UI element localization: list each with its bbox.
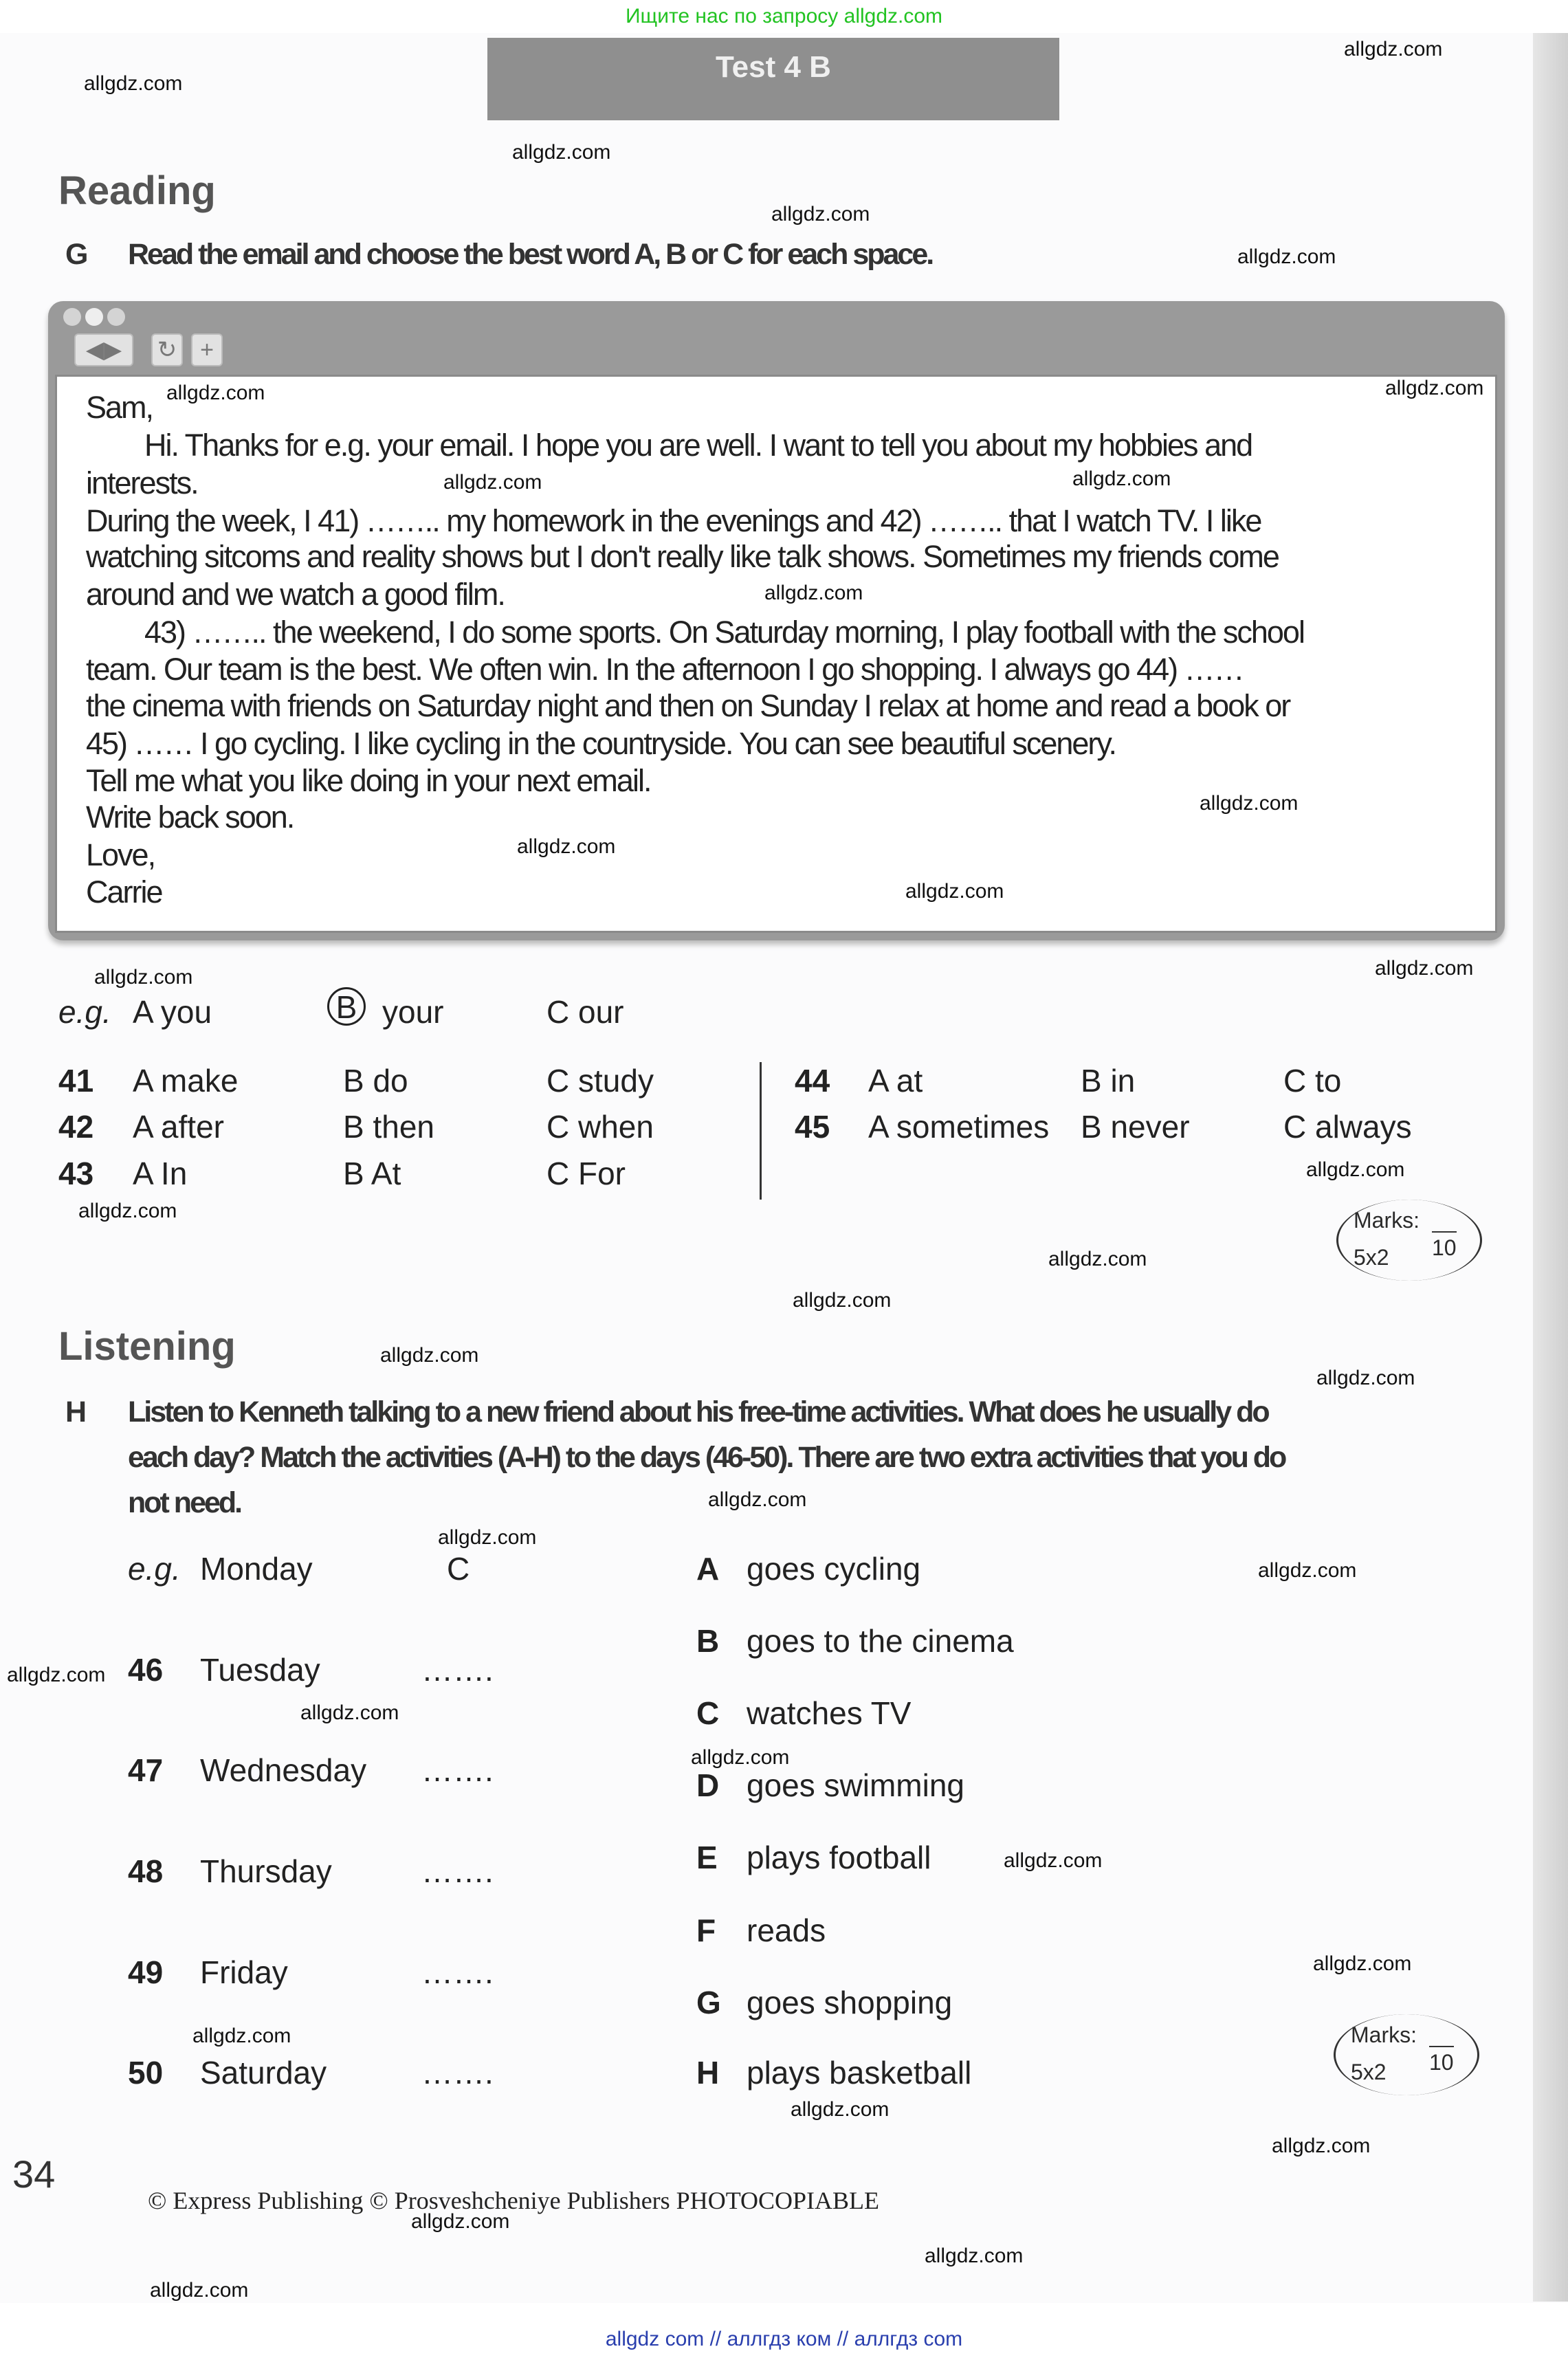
watermark: allgdz.com (1272, 2135, 1371, 2157)
task-letter-g: G (65, 238, 87, 271)
question-number: 41 (58, 1063, 94, 1099)
reading-instruction: Read the email and choose the best word A, B or C for each space. (128, 238, 933, 271)
watermark: allgdz.com (771, 203, 870, 225)
marks-label: Marks: (1351, 2022, 1417, 2047)
option-c[interactable]: C to (1283, 1063, 1342, 1099)
watermark: allgdz.com (1313, 1952, 1412, 1975)
activity-text: plays basketball (747, 2055, 972, 2091)
test-title: Test 4 B (487, 38, 1059, 120)
question-number: 43 (58, 1156, 94, 1191)
example-option-a: A you (133, 994, 212, 1030)
watermark: allgdz.com (1385, 377, 1484, 399)
bottom-links[interactable]: allgdz com // аллгдз ком // аллгдз com (605, 2328, 963, 2350)
watermark: allgdz.com (1375, 957, 1474, 980)
option-c[interactable]: C always (1283, 1109, 1412, 1145)
watermark: allgdz.com (793, 1289, 892, 1312)
example-option-b-circled: B (327, 987, 366, 1026)
day-answer[interactable]: ……. (421, 1652, 494, 1688)
email-line: Write back soon. (86, 799, 294, 835)
day-answer: C (447, 1551, 470, 1587)
watermark: allgdz.com (94, 966, 193, 989)
plus-icon[interactable]: + (191, 333, 223, 366)
marks-total: 10 (1429, 2046, 1454, 2075)
activity-letter: G (696, 1985, 721, 2020)
option-a[interactable]: A make (133, 1063, 239, 1099)
activity-text: goes shopping (747, 1985, 953, 2020)
watermark: allgdz.com (300, 1701, 399, 1724)
watermark: allgdz.com (708, 1488, 807, 1511)
day-name: Monday (200, 1551, 313, 1587)
watermark: allgdz.com (1258, 1559, 1357, 1582)
email-line: Sam, (86, 390, 153, 425)
activity-letter: F (696, 1912, 716, 1948)
marks-box-reading (1336, 1200, 1482, 1281)
activity-text: plays football (747, 1840, 931, 1875)
email-line: watching sitcoms and reality shows but I don't really like talk shows. Sometimes my friends come (86, 539, 1279, 574)
example-option-c: C our (546, 994, 624, 1030)
activity-letter: H (696, 2055, 720, 2091)
day-answer[interactable]: ……. (421, 1752, 494, 1788)
option-b[interactable]: B never (1081, 1109, 1190, 1145)
example-label: e.g. (58, 994, 111, 1030)
option-b[interactable]: B do (343, 1063, 408, 1099)
day-name: Thursday (200, 1853, 332, 1889)
copyright: © Express Publishing © Prosveshcheniye Publishers PHOTOCOPIABLE (148, 2187, 880, 2214)
watermark: allgdz.com (1316, 1367, 1415, 1389)
watermark: allgdz.com (791, 2098, 890, 2121)
question-number: 44 (795, 1063, 830, 1099)
day-answer[interactable]: ……. (421, 1954, 494, 1990)
activity-letter: B (696, 1623, 720, 1659)
activity-text: goes cycling (747, 1551, 921, 1587)
option-c[interactable]: C when (546, 1109, 654, 1145)
activity-letter: A (696, 1551, 720, 1587)
watermark: allgdz.com (411, 2210, 510, 2233)
watermark: allgdz.com (691, 1746, 790, 1769)
day-number: e.g. (128, 1551, 181, 1587)
activity-text: goes to the cinema (747, 1623, 1014, 1659)
activity-text: reads (747, 1912, 826, 1948)
watermark: allgdz.com (438, 1526, 537, 1549)
email-line: 45) …… I go cycling. I like cycling in the countryside. You can see beautiful scenery. (86, 726, 1116, 761)
day-answer[interactable]: ……. (421, 2055, 494, 2091)
email-line: team. Our team is the best. We often win. In the afternoon I go shopping. I always go 44) …… (86, 652, 1244, 687)
watermark: allgdz.com (166, 382, 265, 404)
day-number: 48 (128, 1853, 164, 1889)
listening-heading: Listening (58, 1324, 236, 1369)
top-banner[interactable]: Ищите нас по запросу allgdz.com (0, 0, 1568, 33)
example-option-b-text: your (382, 994, 444, 1030)
option-b[interactable]: B At (343, 1156, 401, 1191)
email-line: Tell me what you like doing in your next email. (86, 763, 651, 798)
day-answer[interactable]: ……. (421, 1853, 494, 1889)
day-number: 47 (128, 1752, 164, 1788)
activity-letter: C (696, 1695, 720, 1731)
watermark: allgdz.com (78, 1200, 177, 1222)
window-dot-icon (63, 308, 81, 326)
option-a[interactable]: A sometimes (868, 1109, 1050, 1145)
option-a[interactable]: A In (133, 1156, 188, 1191)
watermark: allgdz.com (1237, 245, 1336, 268)
watermark: allgdz.com (1004, 1849, 1103, 1872)
watermark: allgdz.com (150, 2279, 249, 2302)
option-c[interactable]: C For (546, 1156, 626, 1191)
watermark: allgdz.com (905, 880, 1004, 903)
day-name: Saturday (200, 2055, 327, 2091)
watermark: allgdz.com (764, 582, 863, 604)
column-divider (760, 1062, 762, 1200)
option-c[interactable]: C study (546, 1063, 654, 1099)
watermark: allgdz.com (7, 1664, 106, 1686)
watermark: allgdz.com (443, 471, 542, 494)
marks-box-listening (1334, 2014, 1479, 2095)
marks-total: 10 (1432, 1231, 1457, 1261)
watermark: allgdz.com (512, 141, 611, 164)
option-b[interactable]: B in (1081, 1063, 1136, 1099)
marks-label: Marks: (1354, 1208, 1420, 1233)
listening-instruction-line: not need. (128, 1486, 241, 1519)
reading-heading: Reading (58, 168, 216, 213)
email-line: around and we watch a good film. (86, 577, 505, 612)
email-line: the cinema with friends on Saturday night and then on Sunday I relax at home and read a book or (86, 688, 1290, 723)
watermark: allgdz.com (192, 2025, 291, 2047)
email-line: During the week, I 41) …….. my homework in the evenings and 42) …….. that I watch TV. I like (86, 503, 1261, 538)
day-number: 50 (128, 2055, 164, 2091)
listening-instruction-line: each day? Match the activities (A-H) to the days (46-50). There are two extra activities that you do (128, 1441, 1285, 1474)
watermark: allgdz.com (1048, 1248, 1147, 1270)
activity-text: watches TV (747, 1695, 912, 1731)
email-line: Hi. Thanks for e.g. your email. I hope you are well. I want to tell you about my hobbies and (144, 428, 1252, 463)
watermark: allgdz.com (1344, 38, 1443, 60)
listening-instruction-line: Listen to Kenneth talking to a new friend about his free-time activities. What does he usually do (128, 1396, 1268, 1429)
watermark: allgdz.com (1072, 467, 1171, 490)
activity-text: goes swimming (747, 1767, 964, 1803)
watermark: allgdz.com (925, 2245, 1024, 2267)
day-name: Wednesday (200, 1752, 367, 1788)
marks-formula: 5x2 (1354, 1245, 1389, 1270)
watermark: allgdz.com (517, 835, 616, 858)
marks-formula: 5x2 (1351, 2060, 1387, 2084)
activity-letter: E (696, 1840, 718, 1875)
email-line: Love, (86, 837, 155, 872)
watermark: allgdz.com (1306, 1158, 1405, 1181)
activity-letter: D (696, 1767, 720, 1803)
window-dot-icon (107, 308, 125, 326)
page-edge (1533, 33, 1568, 2302)
day-number: 46 (128, 1652, 164, 1688)
day-number: 49 (128, 1954, 164, 1990)
day-name: Friday (200, 1954, 288, 1990)
page-number: 34 (12, 2152, 56, 2196)
option-b[interactable]: B then (343, 1109, 434, 1145)
option-a[interactable]: A after (133, 1109, 224, 1145)
watermark: allgdz.com (1200, 792, 1299, 815)
back-forward-icon[interactable]: ◀▶ (74, 333, 133, 366)
email-line: 43) …….. the weekend, I do some sports. On Saturday morning, I play football with the school (144, 615, 1304, 650)
day-name: Tuesday (200, 1652, 320, 1688)
task-letter-h: H (65, 1396, 85, 1429)
option-a[interactable]: A at (868, 1063, 923, 1099)
refresh-icon[interactable]: ↻ (151, 333, 183, 366)
watermark: allgdz.com (380, 1344, 479, 1367)
question-number: 42 (58, 1109, 94, 1145)
email-line: Carrie (86, 874, 162, 909)
watermark: allgdz.com (84, 72, 183, 95)
email-line: interests. (86, 465, 198, 500)
window-dot-icon (85, 308, 103, 326)
question-number: 45 (795, 1109, 830, 1145)
